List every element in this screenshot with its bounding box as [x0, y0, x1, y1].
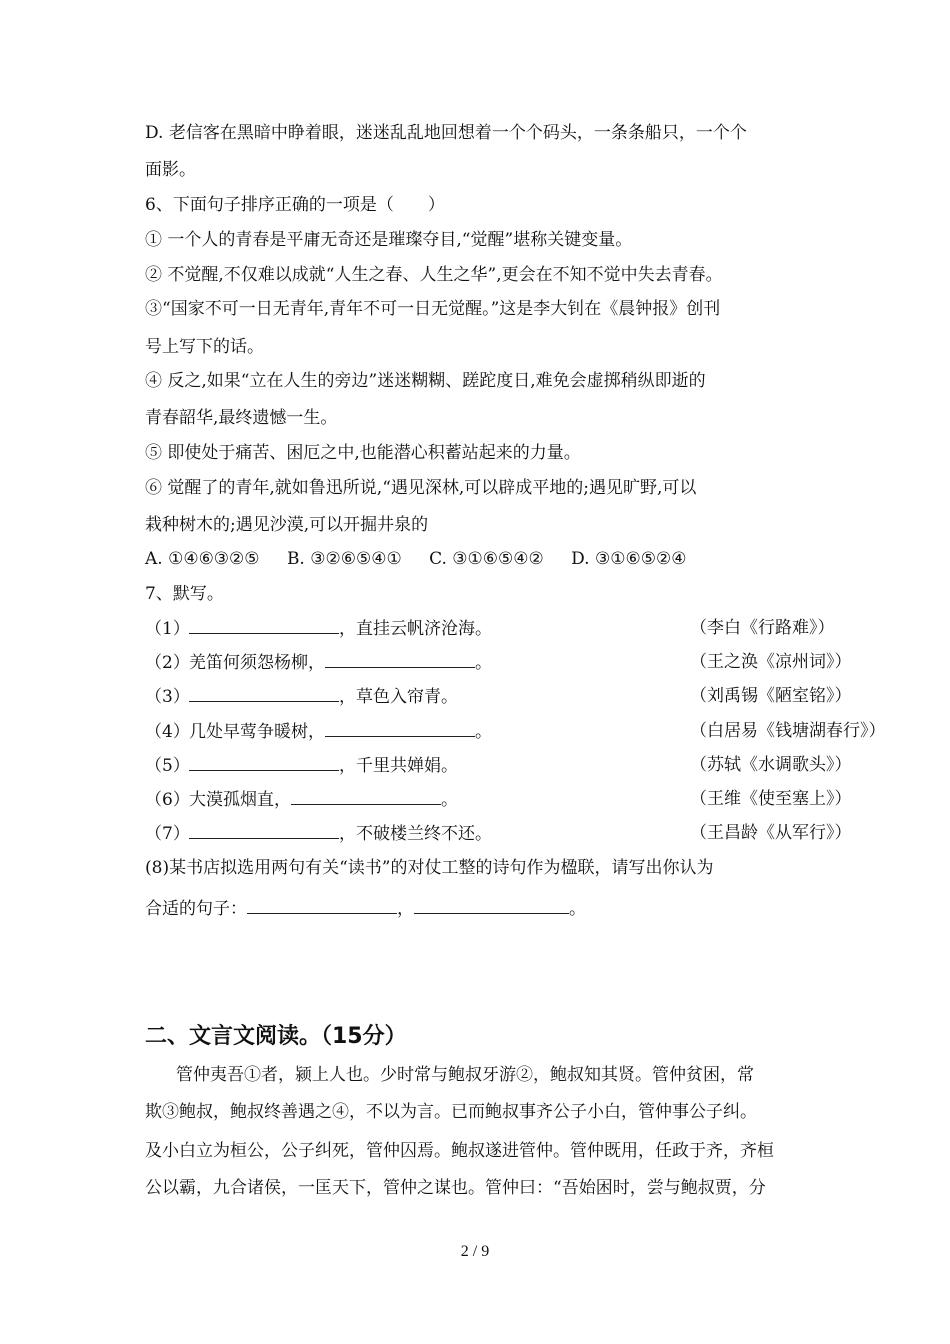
verse-before: 大漠孤烟直，: [189, 790, 291, 810]
citation: （李白《行路难》）: [690, 618, 835, 638]
answer-blank[interactable]: [189, 617, 339, 634]
item-number: （2）: [145, 653, 190, 673]
q5-option-d-line1: D. 老信客在黑暗中睁着眼，迷迷乱乱地回想着一个个码头，一条条船只，一个个: [145, 123, 747, 143]
item-number: （1）: [145, 619, 190, 639]
q7-item-6: [145, 788, 852, 811]
verse-after: ，不破楼兰终不还。: [339, 824, 492, 844]
q6-stem: 6、下面句子排序正确的一项是（ ）: [145, 195, 445, 215]
q6-option-d: D. ③①⑥⑤②④: [571, 549, 687, 569]
q6-sentence-2: ② 不觉醒,不仅难以成就“人生之春、人生之华”,更会在不知不觉中失去青春。: [145, 265, 723, 285]
verse-after: ，千里共婵娟。: [339, 756, 458, 776]
citation: （苏轼《水调歌头》）: [690, 755, 852, 775]
q6-sentence-6-line1: ⑥ 觉醒了的青年,就如鲁迅所说,“遇见深林,可以辟成平地的;遇见旷野,可以: [145, 478, 697, 498]
q7-item-8-line1: (8)某书店拟选用两句有关“读书”的对仗工整的诗句作为楹联，请写出你认为: [145, 858, 714, 878]
answer-blank[interactable]: [291, 788, 441, 805]
passage-line-3: 及小白立为桓公，公子纠死，管仲囚焉。鲍叔遂进管仲。管仲既用，任政于齐，齐桓: [145, 1141, 774, 1161]
q5-option-d-line2: 面影。: [145, 160, 196, 180]
item-number: （5）: [145, 756, 190, 776]
verse-after: 。: [475, 653, 492, 673]
citation: （王之涣《凉州词》）: [690, 652, 852, 672]
item8-separator: ，: [397, 899, 414, 919]
q7-stem: 7、默写。: [145, 584, 224, 604]
item-number: （3）: [145, 687, 190, 707]
verse-after: ，草色入帘青。: [339, 687, 458, 707]
answer-blank[interactable]: [189, 754, 339, 771]
section-2-heading: 二、文言文阅读。（15分）: [145, 1024, 407, 1049]
q6-sentence-6-line2: 栽种树木的;遇见沙漠,可以开掘井泉的: [145, 515, 429, 535]
q7-item-4: [145, 720, 886, 743]
q6-options: [145, 548, 815, 570]
item-number: （7）: [145, 824, 190, 844]
q6-sentence-4-line1: ④ 反之,如果“立在人生的旁边”迷迷糊糊、蹉跎度日,难免会虚掷稍纵即逝的: [145, 371, 706, 391]
q7-item-2: [145, 651, 852, 674]
q7-item-1: [145, 617, 835, 640]
passage-line-2: 欺③鲍叔，鲍叔终善遇之④，不以为言。已而鲍叔事齐公子小白，管仲事公子纠。: [145, 1102, 757, 1122]
verse-before: 几处早莺争暖树，: [189, 722, 325, 742]
q6-sentence-3-line1: ③“国家不可一日无青年,青年不可一日无觉醒。”这是李大钊在《晨钟报》创刊: [145, 299, 721, 319]
q7-item-5: [145, 754, 852, 777]
q6-option-b: B. ③②⑥⑤④①: [286, 549, 402, 569]
q6-option-c: C. ③①⑥⑤④②: [429, 549, 544, 569]
citation: （白居易《钱塘湖春行》）: [690, 721, 886, 741]
q7-item-8-line2: [145, 897, 815, 920]
q7-item-7: [145, 822, 852, 845]
page-number: 2 / 9: [460, 1243, 490, 1260]
verse-after: 。: [475, 722, 492, 742]
verse-after: ，直挂云帆济沧海。: [339, 619, 492, 639]
answer-blank[interactable]: [247, 897, 397, 914]
passage-line-1: 管仲夷吾①者，颍上人也。少时常与鲍叔牙游②，鲍叔知其贤。管仲贫困，常: [176, 1065, 754, 1085]
q7-item-3: [145, 685, 852, 708]
verse-before: 羌笛何须怨杨柳，: [189, 653, 325, 673]
passage-line-4: 公以霸，九合诸侯，一匡天下，管仲之谋也。管仲曰：“吾始困时，尝与鲍叔贾，分: [145, 1178, 766, 1198]
citation: （王维《使至塞上》）: [690, 789, 852, 809]
citation: （刘禹锡《陋室铭》）: [690, 686, 852, 706]
answer-blank[interactable]: [414, 897, 569, 914]
answer-blank[interactable]: [325, 651, 475, 668]
citation: （王昌龄《从军行》）: [690, 823, 852, 843]
answer-blank[interactable]: [325, 720, 475, 737]
item-number: （6）: [145, 790, 190, 810]
item8-end: 。: [569, 899, 586, 919]
verse-after: 。: [441, 790, 458, 810]
q6-sentence-1: ① 一个人的青春是平庸无奇还是璀璨夺目,“觉醒”堪称关键变量。: [145, 230, 633, 250]
answer-blank[interactable]: [189, 822, 339, 839]
q6-option-a: A. ①④⑥③②⑤: [145, 549, 260, 569]
q6-sentence-4-line2: 青春韶华,最终遗憾一生。: [145, 408, 338, 428]
item8-prefix: 合适的句子：: [145, 899, 247, 919]
q6-sentence-5: ⑤ 即使处于痛苦、困厄之中,也能潜心积蓄站起来的力量。: [145, 443, 581, 463]
item-number: （4）: [145, 722, 190, 742]
answer-blank[interactable]: [189, 685, 339, 702]
q6-sentence-3-line2: 号上写下的话。: [145, 337, 264, 357]
